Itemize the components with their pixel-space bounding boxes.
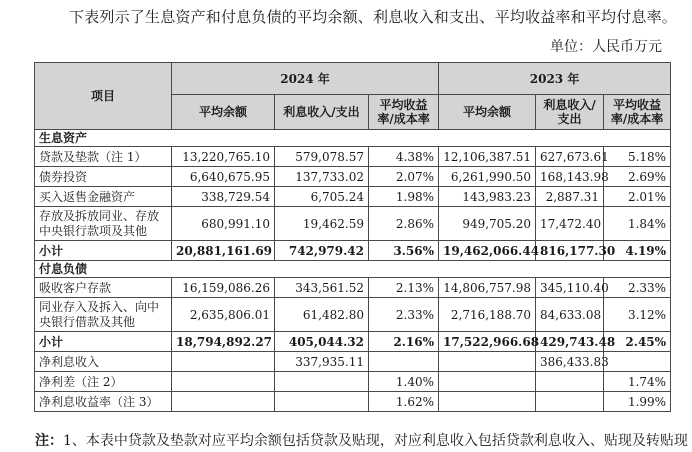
row-label: 吸收客户存款: [35, 278, 172, 298]
header-avg-balance-2023: 平均余额: [439, 95, 536, 130]
cell-value: 816,177.30: [536, 241, 604, 261]
cell-value: 343,561.52: [275, 278, 369, 298]
subtotal-row: [35, 332, 671, 352]
cell-value: [275, 392, 369, 412]
cell-value: [439, 392, 536, 412]
cell-value: 1.99%: [604, 392, 671, 412]
cell-value: 18,794,892.27: [172, 332, 275, 352]
cell-value: 386,433.83: [536, 352, 604, 372]
cell-value: 4.38%: [369, 147, 439, 167]
footnote-prefix: 注：: [35, 433, 63, 449]
cell-value: 17,472.40: [536, 207, 604, 241]
cell-value: 949,705.20: [439, 207, 536, 241]
cell-value: [172, 372, 275, 392]
cell-value: [536, 372, 604, 392]
cell-value: 1.40%: [369, 372, 439, 392]
cell-value: [275, 372, 369, 392]
cell-value: 405,044.32: [275, 332, 369, 352]
table-row: [35, 147, 671, 167]
cell-value: 2,716,188.70: [439, 298, 536, 332]
table-row: [35, 392, 671, 412]
row-label: 净利息收益率（注 3）: [35, 392, 172, 412]
header-rate-2024: 平均收益率/成本率: [369, 95, 439, 130]
cell-value: 429,743.48: [536, 332, 604, 352]
cell-value: 2.07%: [369, 167, 439, 187]
cell-value: 2.01%: [604, 187, 671, 207]
cell-value: 2.86%: [369, 207, 439, 241]
cell-value: 168,143.98: [536, 167, 604, 187]
cell-value: [439, 372, 536, 392]
cell-value: 1.84%: [604, 207, 671, 241]
cell-value: [369, 352, 439, 372]
cell-value: 6,640,675.95: [172, 167, 275, 187]
cell-value: 2.45%: [604, 332, 671, 352]
cell-value: 2.33%: [604, 278, 671, 298]
interest-table: [34, 62, 671, 412]
row-label: 小计: [35, 332, 172, 352]
section-label: 付息负债: [35, 261, 671, 278]
row-label: 小计: [35, 241, 172, 261]
cell-value: 3.56%: [369, 241, 439, 261]
table-row: [35, 278, 671, 298]
cell-value: 61,482.80: [275, 298, 369, 332]
cell-value: 2.13%: [369, 278, 439, 298]
footnote-text: 1、本表中贷款及垫款对应平均余额包括贷款及贴现，对应利息收入包括贷款利息收入、贴现及转贴现: [63, 433, 688, 449]
cell-value: 2.16%: [369, 332, 439, 352]
cell-value: 2.69%: [604, 167, 671, 187]
cell-value: 20,881,161.69: [172, 241, 275, 261]
cell-value: 2,635,806.01: [172, 298, 275, 332]
row-label: 存放及拆放同业、存放中央银行款项及其他: [35, 207, 172, 241]
section-label: 生息资产: [35, 130, 671, 147]
cell-value: 16,159,086.26: [172, 278, 275, 298]
section-row: [35, 261, 671, 278]
footnote: [35, 431, 688, 451]
header-avg-balance-2024: 平均余额: [172, 95, 275, 130]
table-row: [35, 207, 671, 241]
cell-value: 12,106,387.51: [439, 147, 536, 167]
header-rate-2023: 平均收益率/成本率: [604, 95, 671, 130]
cell-value: 579,078.57: [275, 147, 369, 167]
table-row: [35, 298, 671, 332]
row-label: 债券投资: [35, 167, 172, 187]
cell-value: 13,220,765.10: [172, 147, 275, 167]
row-label: 同业存入及拆入、向中央银行借款及其他: [35, 298, 172, 332]
cell-value: 1.74%: [604, 372, 671, 392]
cell-value: 742,979.42: [275, 241, 369, 261]
cell-value: [536, 392, 604, 412]
section-row: [35, 130, 671, 147]
cell-value: 4.19%: [604, 241, 671, 261]
cell-value: 2,887.31: [536, 187, 604, 207]
cell-value: 2.33%: [369, 298, 439, 332]
cell-value: 137,733.02: [275, 167, 369, 187]
cell-value: 1.98%: [369, 187, 439, 207]
table-row: [35, 352, 671, 372]
table-row: [35, 372, 671, 392]
cell-value: [439, 352, 536, 372]
subtotal-row: [35, 241, 671, 261]
row-label: 买入返售金融资产: [35, 187, 172, 207]
cell-value: 6,261,990.50: [439, 167, 536, 187]
row-label: 净利息收入: [35, 352, 172, 372]
header-interest-2023: 利息收入/支出: [536, 95, 604, 130]
cell-value: 680,991.10: [172, 207, 275, 241]
cell-value: [172, 352, 275, 372]
header-item: 项目: [35, 63, 172, 130]
row-label: 净利差（注 2）: [35, 372, 172, 392]
header-year-2024: 2024 年: [172, 63, 439, 95]
header-interest-2024: 利息收入/支出: [275, 95, 369, 130]
cell-value: 17,522,966.68: [439, 332, 536, 352]
cell-value: [172, 392, 275, 412]
cell-value: 338,729.54: [172, 187, 275, 207]
cell-value: 337,935.11: [275, 352, 369, 372]
cell-value: 3.12%: [604, 298, 671, 332]
cell-value: 19,462,066.44: [439, 241, 536, 261]
cell-value: 345,110.40: [536, 278, 604, 298]
cell-value: 5.18%: [604, 147, 671, 167]
cell-value: 19,462.59: [275, 207, 369, 241]
cell-value: [604, 352, 671, 372]
intro-text: 下表列示了生息资产和付息负债的平均余额、利息收入和支出、平均收益率和平均付息率。: [69, 8, 678, 26]
cell-value: 14,806,757.98: [439, 278, 536, 298]
cell-value: 1.62%: [369, 392, 439, 412]
header-year-2023: 2023 年: [439, 63, 671, 95]
cell-value: 84,633.08: [536, 298, 604, 332]
table-row: [35, 187, 671, 207]
cell-value: 6,705.24: [275, 187, 369, 207]
cell-value: 143,983.23: [439, 187, 536, 207]
row-label: 贷款及垫款（注 1）: [35, 147, 172, 167]
cell-value: 627,673.61: [536, 147, 604, 167]
table-row: [35, 167, 671, 187]
unit-label: 单位：人民币万元: [550, 39, 662, 55]
